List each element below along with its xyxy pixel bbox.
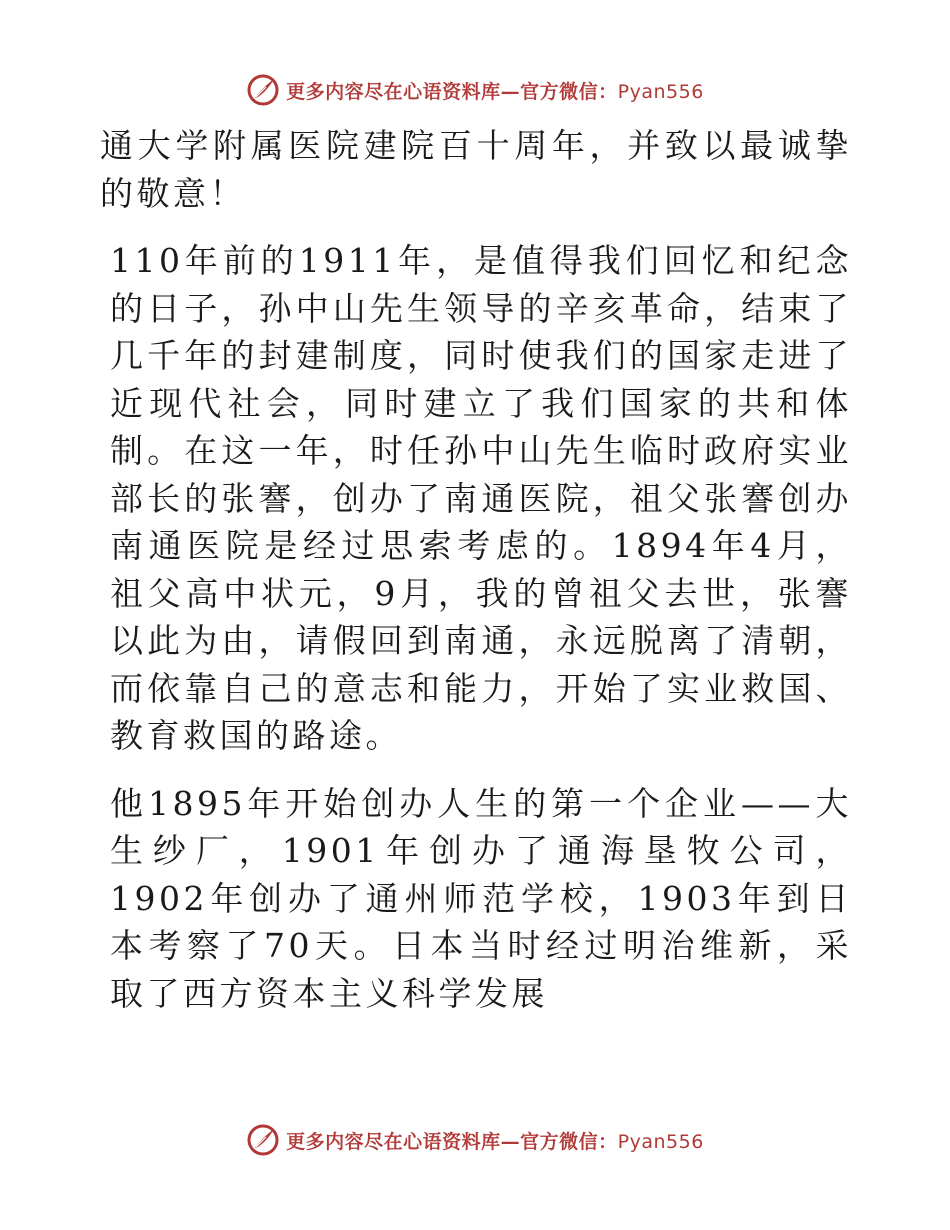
paragraph-1: 通大学附属医院建院百十周年，并致以最诚挚的敬意！ (100, 126, 852, 213)
paragraph-2: 110年前的1911年，是值得我们回忆和纪念的日子，孙中山先生领导的辛亥革命，结束了几千年的封建制度，同时使我们的国家走进了近现代社会，同时建立了我们国家的共和体制。在这一年，时任孙中山先生临时政府实业部长的张謇，创办了南通医院，祖父张謇创办南通医院是经过思索考虑的。1894年4月，祖父高中状元，9月，我的曾祖父去世，张謇以此为由，请假回到南通，永远脱离了清朝，而依靠自己的意志和能力，开始了实业救国、教育救国的路途。 (110, 241, 852, 755)
header-watermark (0, 70, 950, 110)
document-body (100, 122, 852, 1017)
footer-watermark (0, 1120, 950, 1160)
feather-pen-icon (246, 1123, 280, 1157)
paragraph-3: 他1895年开始创办人生的第一个企业——大生纱厂，1901年创办了通海垦牧公司，1902年创办了通州师范学校，1903年到日本考察了70天。日本当时经过明治维新，采取了西方资本主义科学发展 (110, 783, 852, 1013)
feather-pen-icon (246, 73, 280, 107)
watermark-text: 更多内容尽在心语资料库—官方微信：Pyan556 (286, 1130, 704, 1153)
watermark-text: 更多内容尽在心语资料库—官方微信：Pyan556 (286, 80, 704, 103)
